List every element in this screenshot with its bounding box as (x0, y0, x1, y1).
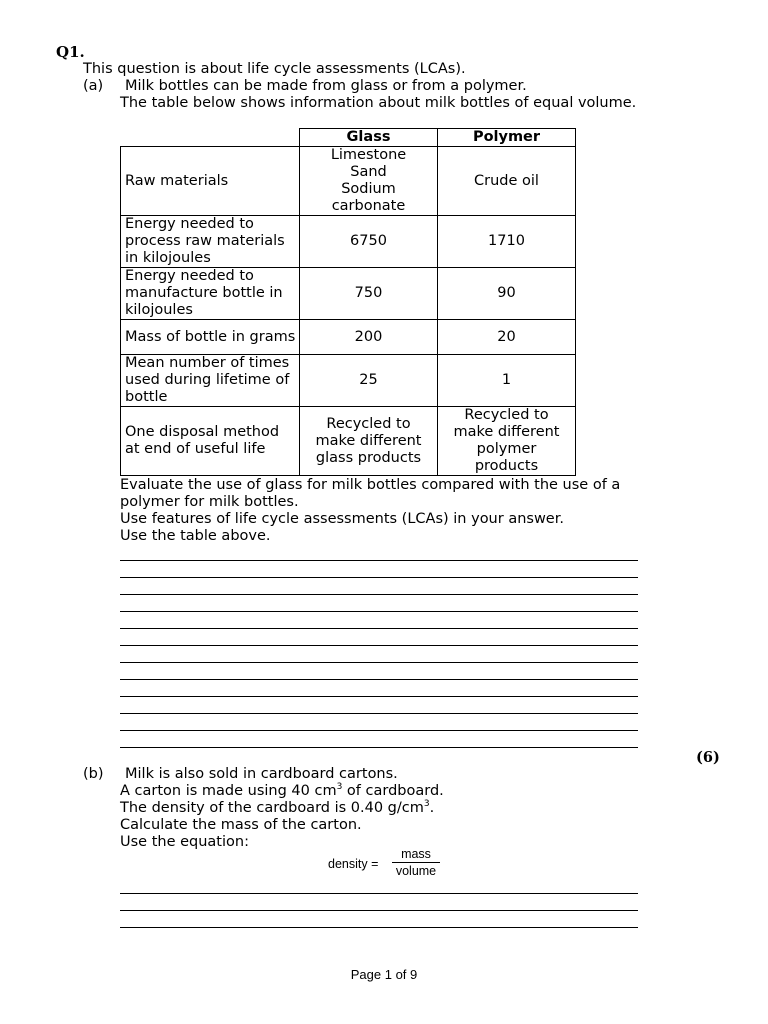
row-label: One disposal method at end of useful life (121, 407, 300, 476)
glass-header: Glass (300, 129, 438, 147)
part-a-line1: Milk bottles can be made from glass or from a polymer. (125, 78, 527, 94)
cell-line: Recycled to (464, 407, 549, 423)
row-label: Mass of bottle in grams (121, 320, 300, 355)
cell-line: 200 (354, 328, 383, 345)
cell-line: 20 (497, 328, 516, 345)
part-a-line2: The table below shows information about milk bottles of equal volume. (120, 95, 637, 111)
cell-line: make different (453, 424, 560, 440)
instruction-line: Evaluate the use of glass for milk bottles compared with the use of a (120, 477, 621, 493)
instruction-line: Use features of life cycle assessments (LCAs) in your answer. (120, 511, 564, 527)
part-b-label: (b) (83, 766, 104, 782)
answer-line[interactable] (120, 747, 638, 748)
table-row (121, 355, 576, 407)
equation-denominator: volume (395, 864, 437, 878)
cell-line: 1 (501, 372, 512, 388)
part-b-line4: Calculate the mass of the carton. (120, 817, 362, 833)
glass-cell (300, 320, 438, 355)
table-header-row (121, 129, 576, 147)
answer-line[interactable] (120, 594, 638, 595)
polymer-cell (438, 268, 576, 320)
cell-line: make different (315, 432, 422, 449)
table-row (121, 147, 576, 216)
answer-line[interactable] (120, 645, 638, 646)
marks-label: (6) (696, 749, 720, 766)
answer-line[interactable] (120, 560, 638, 561)
cell-line: 6750 (350, 233, 387, 249)
glass-cell (300, 216, 438, 268)
instruction-line: Use the table above. (120, 528, 271, 544)
page-footer: Page 1 of 9 (350, 967, 418, 982)
polymer-cell (438, 407, 576, 476)
table-corner (121, 129, 300, 147)
cell-line: 750 (354, 285, 383, 301)
answer-line[interactable] (120, 730, 638, 731)
answer-line[interactable] (120, 927, 638, 928)
part-b-line5: Use the equation: (120, 834, 249, 850)
polymer-cell (438, 355, 576, 407)
glass-cell (300, 147, 438, 216)
question-intro: This question is about life cycle assessments (LCAs). (83, 61, 466, 77)
instruction-line: polymer for milk bottles. (120, 494, 299, 510)
text-run: The density of the cardboard is 0.40 g/cm (120, 800, 424, 816)
equation-lhs: density = (328, 857, 379, 871)
cell-line: Sodium (341, 181, 396, 197)
polymer-cell (438, 216, 576, 268)
row-label: Mean number of times used during lifetime of bottle (121, 355, 300, 407)
equation-fraction (392, 846, 440, 880)
table-row (121, 216, 576, 268)
polymer-cell (438, 320, 576, 355)
polymer-cell (438, 147, 576, 216)
cell-line: Crude oil (474, 172, 539, 189)
answer-line[interactable] (120, 628, 638, 629)
polymer-header: Polymer (438, 129, 576, 147)
cell-line: Limestone (330, 147, 407, 163)
part-b-line3 (120, 800, 434, 817)
answer-line[interactable] (120, 910, 638, 911)
text-run: of cardboard. (342, 783, 444, 799)
cell-line: 90 (497, 285, 516, 301)
cell-line: 1710 (488, 233, 525, 249)
row-label: Raw materials (121, 147, 300, 216)
glass-cell (300, 268, 438, 320)
part-b-line1: Milk is also sold in cardboard cartons. (125, 766, 398, 782)
cell-line: carbonate (331, 198, 406, 214)
cell-line: glass products (315, 449, 422, 466)
superscript: 3 (336, 782, 343, 793)
table-row (121, 320, 576, 355)
answer-line[interactable] (120, 662, 638, 663)
table-row (121, 268, 576, 320)
row-label: Energy needed to manufacture bottle in kilojoules (121, 268, 300, 320)
table-row (121, 407, 576, 476)
equation-numerator: mass (401, 847, 431, 861)
part-a-label: (a) (83, 78, 104, 94)
answer-line[interactable] (120, 893, 638, 894)
cell-line: 25 (359, 372, 378, 388)
lca-table (120, 128, 576, 476)
row-label: Energy needed to process raw materials in kilojoules (121, 216, 300, 268)
answer-line[interactable] (120, 696, 638, 697)
cell-line: Sand (350, 164, 387, 180)
answer-line[interactable] (120, 577, 638, 578)
answer-line[interactable] (120, 679, 638, 680)
text-run: A carton is made using 40 cm (120, 783, 337, 799)
question-number: Q1. (56, 43, 85, 61)
cell-line: Recycled to (326, 415, 411, 432)
answer-line[interactable] (120, 611, 638, 612)
part-b-line2 (120, 783, 444, 800)
cell-line: products (474, 458, 539, 474)
glass-cell (300, 355, 438, 407)
glass-cell (300, 407, 438, 476)
text-run: . (429, 800, 435, 816)
cell-line: polymer (476, 441, 537, 457)
superscript: 3 (423, 799, 430, 810)
answer-line[interactable] (120, 713, 638, 714)
